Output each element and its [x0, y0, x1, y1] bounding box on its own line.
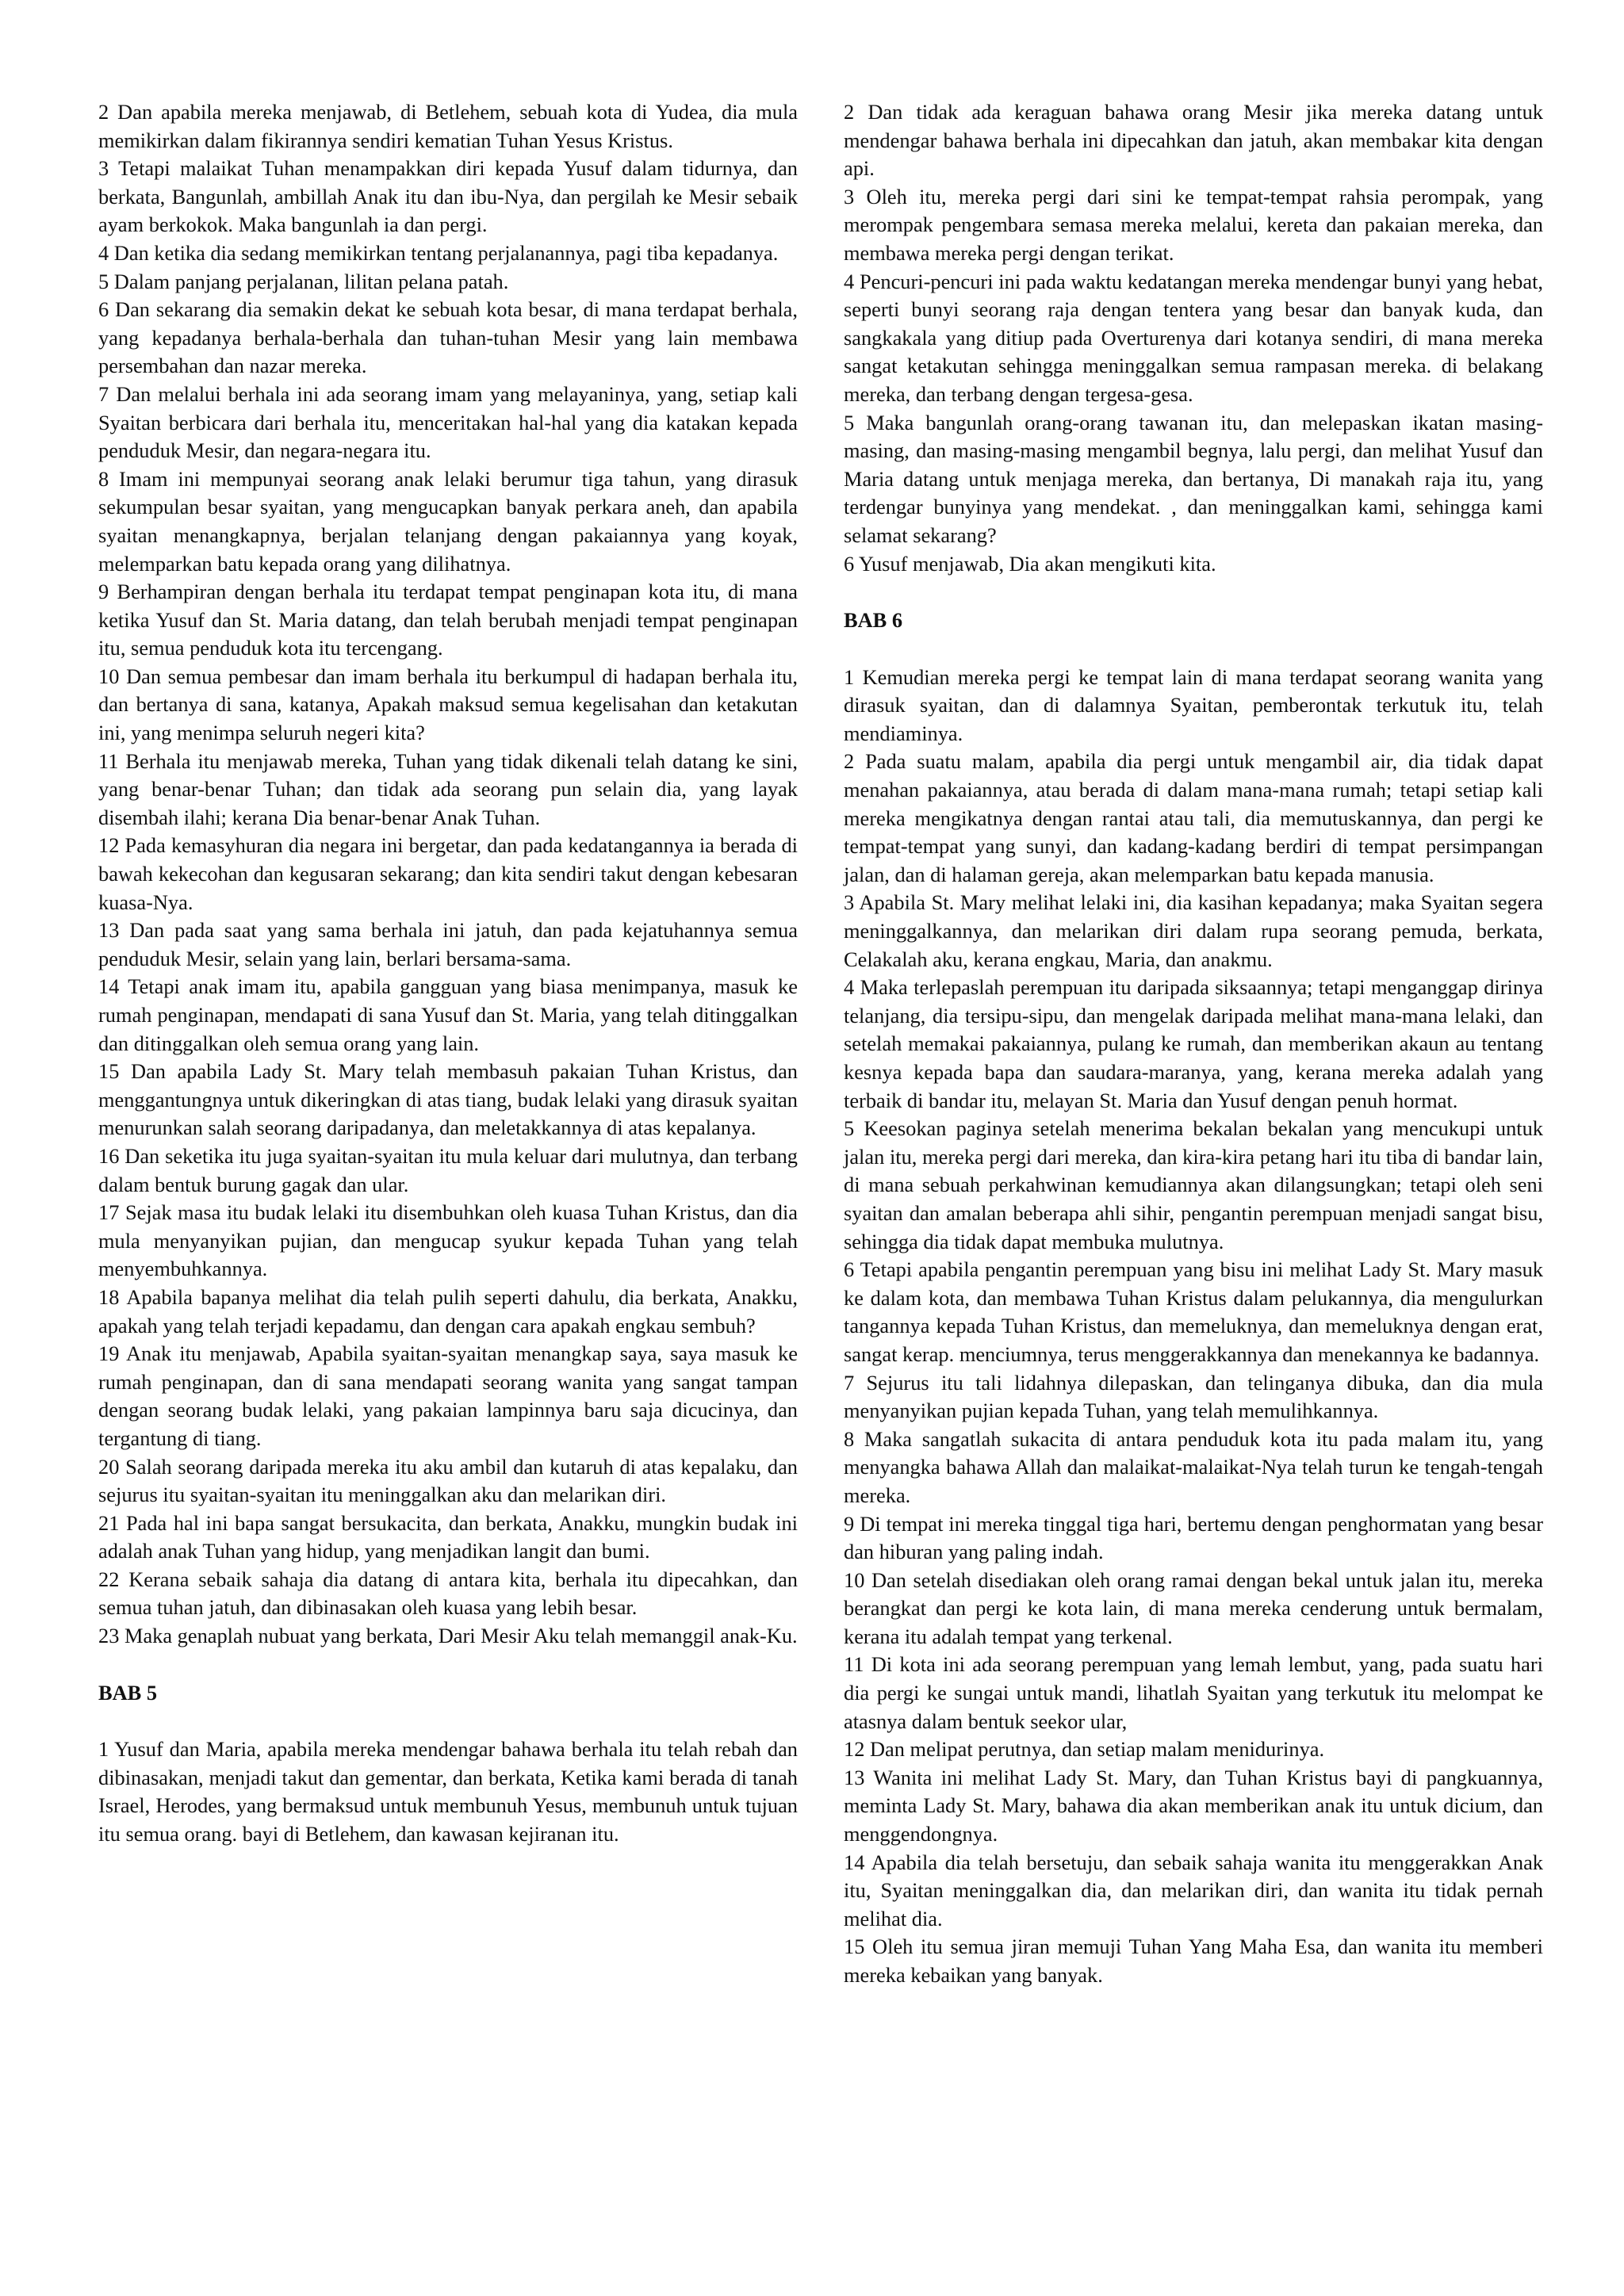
verse-paragraph: 8 Imam ini mempunyai seorang anak lelaki berumur tiga tahun, yang dirasuk sekumpulan besar syaitan, yang mengucapkan banyak perkara aneh, dan apabila syaitan menangkapnya, berjalan telanjang dengan pakaiannya yang koyak, melemparkan batu kepada orang yang dilihatnya. [98, 466, 798, 576]
verse-paragraph: 2 Dan tidak ada keraguan bahawa orang Mesir jika mereka datang untuk mendengar bahawa berhala ini dipecahkan dan jatuh, akan membakar kita dengan api. [844, 100, 1543, 181]
verse-paragraph: 5 Maka bangunlah orang-orang tawanan itu, dan melepaskan ikatan masing-masing, dan masing-masing mengambil begnya, lalu pergi, dan melihat Yusuf dan Maria datang untuk menjaga mereka, dan bertanya, Di manakah raja itu, yang terdengar bunyinya yang mendekat. , dan meninggalkan kami, sehingga kami selamat sekarang? [844, 410, 1543, 547]
verse-paragraph: 4 Pencuri-pencuri ini pada waktu kedatangan mereka mendengar bunyi yang hebat, seperti bunyi seorang raja dengan tentera yang besar dan banyak kuda, dan sangkakala yang ditiup pada Overturenya dari kotanya sendiri, di mana mereka sangat ketakutan sehingga meninggalkan semua rampasan mereka. di belakang mereka, dan terbang dengan tergesa-gesa. [844, 269, 1543, 406]
verse-paragraph: 10 Dan semua pembesar dan imam berhala itu berkumpul di hadapan berhala itu, dan bertanya di sana, katanya, Apakah maksud semua kegelisahan dan ketakutan ini, yang menimpa seluruh negeri kita? [98, 664, 798, 745]
verse-paragraph: 13 Wanita ini melihat Lady St. Mary, dan Tuhan Kristus bayi di pangkuannya, meminta Lady St. Mary, bahawa dia akan memberikan anak itu untuk dicium, dan menggendongnya. [844, 1765, 1543, 1846]
verse-paragraph: 11 Berhala itu menjawab mereka, Tuhan yang tidak dikenali telah datang ke sini, yang benar-benar Tuhan; dan tidak ada seorang pun selain dia, yang layak disembah ilahi; kerana Dia benar-benar Anak Tuhan. [98, 748, 798, 829]
verse-paragraph: 22 Kerana sebaik sahaja dia datang di antara kita, berhala itu dipecahkan, dan semua tuhan jatuh, dan dibinasakan oleh kuasa yang lebih besar. [98, 1567, 798, 1620]
verse-paragraph: 9 Berhampiran dengan berhala itu terdapat tempat penginapan kota itu, di mana ketika Yusuf dan St. Maria datang, dan telah berubah menjadi tempat penginapan itu, semua penduduk kota itu tercengang. [98, 580, 798, 660]
left-paragraphs-before [98, 98, 798, 1651]
verse-paragraph: 1 Yusuf dan Maria, apabila mereka mendengar bahawa berhala itu telah rebah dan dibinasakan, menjadi takut dan gementar, dan berkata, Ketika kami berada di tanah Israel, Herodes, yang bermaksud untuk membunuh Yesus, membunuh untuk tujuan itu semua orang. bayi di Betlehem, dan kawasan kejiranan itu. [98, 1737, 798, 1846]
verse-paragraph: 2 Dan apabila mereka menjawab, di Betlehem, sebuah kota di Yudea, dia mula memikirkan dalam fikirannya sendiri kematian Tuhan Yesus Kristus. [98, 100, 798, 152]
verse-paragraph: 15 Oleh itu semua jiran memuji Tuhan Yang Maha Esa, dan wanita itu memberi mereka kebaikan yang banyak. [844, 1934, 1543, 1987]
verse-paragraph: 7 Sejurus itu tali lidahnya dilepaskan, dan telinganya dibuka, dan dia mula menyanyikan pujian kepada Tuhan, yang telah memulihkannya. [844, 1370, 1543, 1423]
verse-paragraph: 13 Dan pada saat yang sama berhala ini jatuh, dan pada kejatuhannya semua penduduk Mesir, selain yang lain, berlari bersama-sama. [98, 918, 798, 970]
verse-paragraph: 3 Oleh itu, mereka pergi dari sini ke tempat-tempat rahsia perompak, yang merompak pengembara semasa mereka melalui, kereta dan pakaian mereka, dan membawa mereka pergi dengan terikat. [844, 184, 1543, 265]
verse-paragraph: 14 Tetapi anak imam itu, apabila gangguan yang biasa menimpanya, masuk ke rumah penginapan, mendapati di sana Yusuf dan St. Maria, yang telah ditinggalkan dan ditinggalkan oleh semua orang yang lain. [98, 974, 798, 1055]
verse-paragraph: 3 Apabila St. Mary melihat lelaki ini, dia kasihan kepadanya; maka Syaitan segera meninggalkannya, dan melarikan diri dalam rupa seorang pemuda, berkata, Celakalah aku, kerana engkau, Maria, dan anakmu. [844, 890, 1543, 971]
verse-paragraph: 14 Apabila dia telah bersetuju, dan sebaik sahaja wanita itu menggerakkan Anak itu, Syaitan meninggalkan dia, dan melarikan diri, dan wanita itu tidak pernah melihat dia. [844, 1850, 1543, 1931]
verse-paragraph: 2 Pada suatu malam, apabila dia pergi untuk mengambil air, dia tidak dapat menahan pakaiannya, atau berada di dalam mana-mana rumah; tetapi setiap kali mereka mengikatnya dengan rantai atau tali, dia memutuskannya, dan pergi ke tempat-tempat yang sunyi, dan kadang-kadang berdiri di tempat persimpangan jalan, dan di halaman gereja, akan melemparkan batu kepada manusia. [844, 749, 1543, 886]
verse-paragraph: 3 Tetapi malaikat Tuhan menampakkan diri kepada Yusuf dalam tidurnya, dan berkata, Bangunlah, ambillah Anak itu dan ibu-Nya, dan pergilah ke Mesir sebaik ayam berkokok. Maka bangunlah ia dan pergi. [98, 156, 798, 237]
verse-paragraph: 18 Apabila bapanya melihat dia telah pulih seperti dahulu, dia berkata, Anakku, apakah yang telah terjadi kepadamu, dan dengan cara apakah engkau sembuh? [98, 1284, 798, 1337]
verse-paragraph: 19 Anak itu menjawab, Apabila syaitan-syaitan menangkap saya, saya masuk ke rumah penginapan, dan di sana mendapati seorang wanita yang sangat tampan dengan seorang budak lelaki, yang pakaian lampinnya baru saja dicucinya, dan tergantung di tiang. [98, 1341, 798, 1450]
right-paragraphs-before [844, 98, 1543, 578]
verse-paragraph: 5 Dalam panjang perjalanan, lilitan pelana patah. [98, 269, 509, 293]
chapter-heading: BAB 5 [98, 1680, 158, 1705]
left-paragraphs-after [98, 1735, 798, 1848]
verse-paragraph: 6 Yusuf menjawab, Dia akan mengikuti kita. [844, 551, 1216, 576]
verse-paragraph: 5 Keesokan paginya setelah menerima bekalan bekalan yang mencukupi untuk jalan itu, mereka pergi dari mereka, dan kira-kira petang hari itu tiba di bandar lain, di mana sebuah perkahwinan kemudiannya akan dilangsungkan; tetapi oleh seni syaitan dan amalan beberapa ahli sihir, pengantin perempuan menjadi sangat bisu, sehingga dia tidak dapat membuka mulutnya. [844, 1116, 1543, 1253]
verse-paragraph: 10 Dan setelah disediakan oleh orang ramai dengan bekal untuk jalan itu, mereka berangkat dan pergi ke kota lain, di mana mereka cenderung untuk bermalam, kerana itu adalah tempat yang terkenal. [844, 1567, 1543, 1648]
verse-paragraph: 15 Dan apabila Lady St. Mary telah membasuh pakaian Tuhan Kristus, dan menggantungnya untuk dikeringkan di atas tiang, budak lelaki yang dirasuk syaitan menurunkan salah seorang daripadanya, dan meletakkannya di atas kepalanya. [98, 1059, 798, 1140]
chapter-heading: BAB 6 [844, 608, 903, 633]
verse-paragraph: 4 Maka terlepaslah perempuan itu daripada siksaannya; tetapi menganggap dirinya telanjang, dia tersipu-sipu, dan mengelak daripada melihat mana-mana lelaki, dan setelah memakai pakaiannya, pulang ke rumah, dan memberikan akaun au tentang kesnya kepada bapa dan saudara-maranya, yang, kerana mereka adalah yang terbaik di bandar itu, melayan St. Maria dan Yusuf dengan penuh hormat. [844, 975, 1543, 1112]
left-column [98, 98, 798, 1849]
verse-paragraph: 7 Dan melalui berhala ini ada seorang imam yang melayaninya, yang, setiap kali Syaitan berbicara dari berhala itu, menceritakan hal-hal yang dia katakan kepada penduduk Mesir, dan negara-negara itu. [98, 381, 798, 463]
verse-paragraph: 12 Pada kemasyhuran dia negara ini bergetar, dan pada kedatangannya ia berada di bawah kekecohan dan kegusaran sekarang; dan kita sendiri takut dengan kebesaran kuasa-Nya. [98, 833, 798, 914]
verse-paragraph: 1 Kemudian mereka pergi ke tempat lain di mana terdapat seorang wanita yang dirasuk syaitan, dan di dalamnya Syaitan, pemberontak terkutuk itu, telah mendiaminya. [844, 664, 1543, 745]
verse-paragraph: 23 Maka genaplah nubuat yang berkata, Dari Mesir Aku telah memanggil anak-Ku. [98, 1624, 798, 1648]
verse-paragraph: 9 Di tempat ini mereka tinggal tiga hari, bertemu dengan penghormatan yang besar dan hiburan yang paling indah. [844, 1511, 1543, 1564]
verse-paragraph: 16 Dan seketika itu juga syaitan-syaitan itu mula keluar dari mulutnya, dan terbang dalam bentuk burung gagak dan ular. [98, 1143, 798, 1196]
right-paragraphs-after [844, 664, 1543, 1990]
verse-paragraph: 11 Di kota ini ada seorang perempuan yang lemah lembut, yang, pada suatu hari dia pergi ke sungai untuk mandi, lihatlah Syaitan yang terkutuk itu melompat ke atasnya dalam bentuk seekor ular, [844, 1652, 1543, 1733]
verse-paragraph: 17 Sejak masa itu budak lelaki itu disembuhkan oleh kuasa Tuhan Kristus, dan dia mula menyanyikan pujian, dan mengucap syukur kepada Tuhan yang telah menyembuhkannya. [98, 1200, 798, 1281]
verse-paragraph: 6 Tetapi apabila pengantin perempuan yang bisu ini melihat Lady St. Mary masuk ke dalam kota, dan membawa Tuhan Kristus dalam pelukannya, dia mengulurkan tangannya kepada Tuhan Kristus, dan memeluknya, dan memeluknya dengan erat, sangat kerap. menciumnya, terus menggerakkannya dan menekannya ke badannya. [844, 1257, 1543, 1366]
verse-paragraph: 20 Salah seorang daripada mereka itu aku ambil dan kutaruh di atas kepalaku, dan sejurus itu syaitan-syaitan itu meninggalkan aku dan melarikan diri. [98, 1454, 798, 1507]
verse-paragraph: 6 Dan sekarang dia semakin dekat ke sebuah kota besar, di mana terdapat berhala, yang kepadanya berhala-berhala dan tuhan-tuhan Mesir yang lain membawa persembahan dan nazar mereka. [98, 297, 798, 378]
verse-paragraph: 4 Dan ketika dia sedang memikirkan tentang perjalanannya, pagi tiba kepadanya. [98, 240, 779, 265]
right-column [844, 98, 1543, 1990]
verse-paragraph: 12 Dan melipat perutnya, dan setiap malam menidurinya. [844, 1737, 1325, 1762]
verse-paragraph: 8 Maka sangatlah sukacita di antara penduduk kota itu pada malam itu, yang menyangka bahawa Allah dan malaikat-malaikat-Nya telah turun ke tengah-tengah mereka. [844, 1426, 1543, 1507]
verse-paragraph: 21 Pada hal ini bapa sangat bersukacita, dan berkata, Anakku, mungkin budak ini adalah anak Tuhan yang hidup, yang menjadikan langit dan bumi. [98, 1510, 798, 1563]
